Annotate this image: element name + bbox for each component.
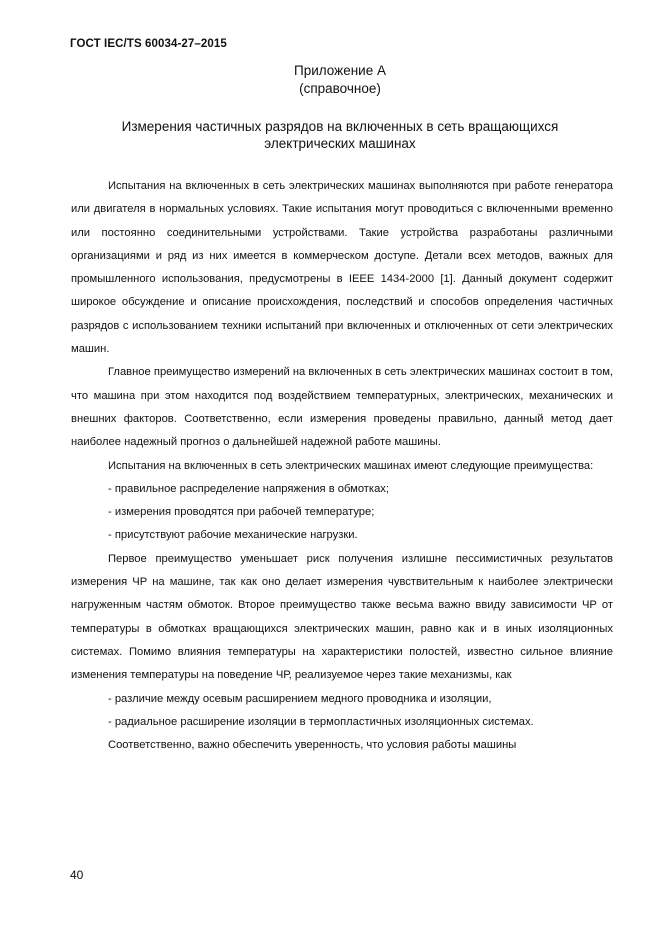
appendix-title (60, 62, 620, 98)
page-number: 40 (70, 868, 84, 882)
advantages-list (71, 478, 613, 548)
appendix-subtitle-line: (справочное) (299, 81, 381, 96)
list-item: - правильное распределение напряжения в обмотках; (108, 482, 389, 495)
section-title-line-1: Измерения частичных разрядов на включенных в сеть вращающихся (121, 119, 559, 134)
document-standard-code: ГОСТ IEC/TS 60034-27–2015 (70, 38, 227, 50)
paragraph-5: Соответственно, важно обеспечить уверенность, что условия работы машины (108, 739, 517, 752)
paragraph-4: Первое преимущество уменьшает риск получения излишне пессимистичных результатов измерения ЧР на машине, так как оно делает измерения чувствительным к наиболее электрически нагруженным частям обмоток. Второе преимущество также весьма важно ввиду зависимости ЧР от температуры в обмотках вращающихся электрических машин, равно как и в иных изоляционных системах. Помимо влияния температуры на характеристики полостей, известно сильное влияние изменения температуры на поведение ЧР, реализуемое через такие механизмы, как (71, 552, 613, 682)
appendix-title-line: Приложение А (294, 63, 386, 78)
list-item: - измерения проводятся при рабочей температуре; (108, 506, 375, 519)
list-item: - радиальное расширение изоляции в термопластичных изоляционных системах. (108, 715, 534, 728)
document-body (71, 175, 613, 757)
section-title-line-2: электрических машинах (264, 136, 416, 151)
paragraph-3: Испытания на включенных в сеть электрических машинах имеют следующие преимущества: (108, 459, 594, 472)
list-item: - различие между осевым расширением медного проводника и изоляции, (108, 692, 492, 705)
paragraph-1: Испытания на включенных в сеть электрических машинах выполняются при работе генератора или двигателя в нормальных условиях. Такие испытания могут проводиться с включенными временно или постоянно соединительными устройствами. Такие устройства разработаны различными организациями и ряд из них имеется в коммерческом доступе. Детали всех методов, важных для промышленного использования, предусмотрены в IEEE 1434-2000 [1]. Данный документ содержит широкое обсуждение и описание происхождения, последствий и способов определения частичных разрядов с использованием техники испытаний при включенных и отключенных от сети электрических машин. (71, 180, 613, 356)
paragraph-2: Главное преимущество измерений на включенных в сеть электрических машинах состоит в том, что машина при этом находится под воздействием температурных, электрических, механических и внешних факторов. Соответственно, если измерения проведены правильно, данный метод дает наиболее надежный прогноз о дальнейшей надежной работе машины. (71, 366, 613, 449)
section-title (60, 118, 620, 152)
mechanisms-list (71, 688, 613, 735)
list-item: - присутствуют рабочие механические нагрузки. (108, 529, 358, 542)
